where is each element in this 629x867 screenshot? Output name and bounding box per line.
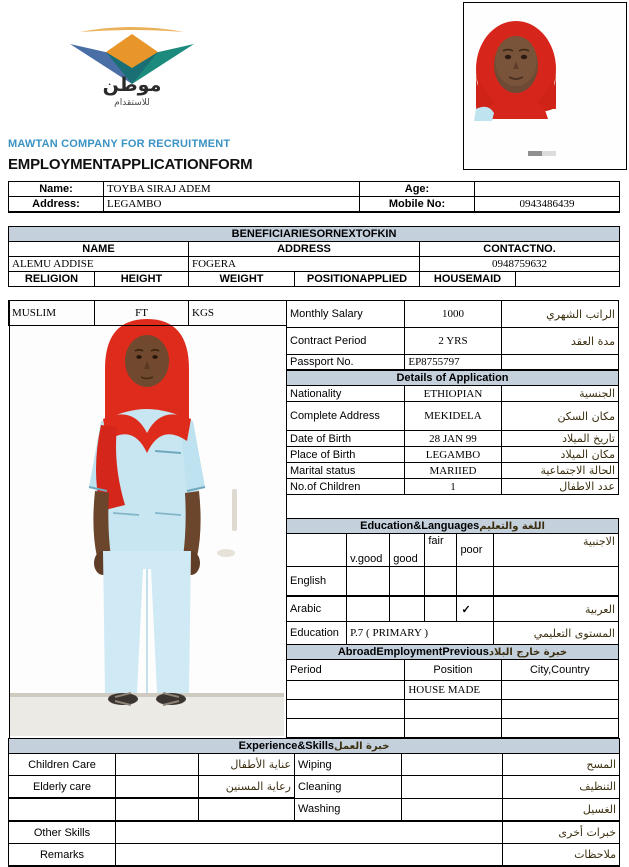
applicant-portrait-photo [463, 2, 627, 170]
position-applied-header: POSITIONAPPLIED [295, 272, 420, 287]
wiping-label: Wiping [295, 754, 402, 776]
date-of-birth-label: Date of Birth [287, 431, 405, 447]
abroad-city-2[interactable] [501, 700, 618, 719]
elderly-care-mark[interactable] [116, 776, 199, 799]
passport-label: Passport No. [287, 355, 405, 371]
education-level-arabic: المستوى التعليمي [493, 622, 618, 645]
abroad-section-title [287, 645, 619, 660]
abroad-section-title-ar: خبرة خارج البلاد [488, 647, 568, 658]
english-arabic [493, 567, 618, 597]
beneficiary-contact-value[interactable]: 0948759632 [420, 257, 620, 272]
cleaning-label: Cleaning [295, 776, 402, 799]
beneficiaries-title: BENEFICIARIESORNEXTOFKIN [9, 227, 620, 242]
children-care-mark[interactable] [116, 754, 199, 776]
document-header [0, 0, 629, 180]
passport-value[interactable]: EP8755797 [405, 355, 501, 371]
education-languages-table [286, 518, 619, 645]
abroad-column-headers [287, 660, 619, 681]
other-skills-arabic: خبرات أخرى [503, 821, 620, 844]
contract-period-row [287, 328, 619, 355]
detail-row-date-of-birth [287, 431, 619, 447]
application-details-table [286, 300, 619, 495]
physical-values-table [8, 300, 287, 326]
children-care-arabic: عناية الأطفال [199, 754, 295, 776]
education-section-title-ar: اللغة والتعليم [479, 521, 545, 532]
abroad-position-3[interactable] [405, 719, 501, 739]
rating-column-headers [287, 534, 619, 567]
beneficiary-address-header: ADDRESS [189, 242, 420, 257]
name-label: Name: [9, 182, 104, 197]
page-title: EMPLOYMENTAPPLICATIONFORM [8, 156, 253, 173]
education-section-title-en: Education&Languages [360, 520, 480, 532]
abroad-row [287, 719, 619, 739]
skills-blank-arabic [199, 798, 295, 821]
english-poor-cell[interactable] [457, 567, 493, 597]
rating-poor-header: poor [457, 534, 493, 567]
abroad-period-3[interactable] [287, 719, 405, 739]
complete-address-label: Complete Address [287, 402, 405, 431]
place-of-birth-arabic: مكان الميلاد [501, 447, 618, 463]
period-header: Period [287, 660, 405, 681]
city-country-header: City,Country [501, 660, 618, 681]
skills-blank-label [9, 798, 116, 821]
remarks-label: Remarks [9, 844, 116, 867]
date-of-birth-arabic: تاريخ الميلاد [501, 431, 618, 447]
logo-arabic-sub: للاستقدام [114, 98, 150, 108]
abroad-section-header [287, 645, 619, 660]
arabic-vgood-cell[interactable] [347, 596, 390, 622]
monthly-salary-arabic: الراتب الشهري [501, 301, 618, 328]
other-skills-value[interactable] [116, 821, 503, 844]
contract-period-label: Contract Period [287, 328, 405, 355]
remarks-arabic: ملاحظات [503, 844, 620, 867]
arabic-fair-cell[interactable] [425, 596, 457, 622]
languages-arabic-header: الاجنبية [493, 534, 618, 567]
height-header: HEIGHT [95, 272, 189, 287]
details-section-title: Details of Application [287, 370, 619, 386]
detail-row-place-of-birth [287, 447, 619, 463]
marital-status-arabic: الحالة الاجتماعية [501, 463, 618, 479]
portrait-photo-image [464, 3, 624, 167]
wiping-arabic: المسح [503, 754, 620, 776]
arabic-poor-cell[interactable]: ✓ [457, 596, 493, 622]
abroad-position-1[interactable]: HOUSE MADE [405, 681, 501, 700]
beneficiaries-column-headers [9, 242, 620, 257]
name-value[interactable]: TOYBA SIRAJ ADEM [104, 182, 360, 197]
logo-arabic-main: موطن [102, 74, 162, 96]
rating-fair-header: fair [425, 534, 457, 567]
detail-row-complete-address [287, 402, 619, 431]
english-good-cell[interactable] [390, 567, 425, 597]
language-row-english [287, 567, 619, 597]
skills-section-header [9, 739, 620, 754]
english-label: English [287, 567, 347, 597]
arabic-label: Arabic [287, 596, 347, 622]
other-skills-label: Other Skills [9, 821, 116, 844]
elderly-care-label: Elderly care [9, 776, 116, 799]
mobile-label: Mobile No: [360, 197, 475, 213]
height-value[interactable]: FT [95, 301, 189, 326]
detail-row-nationality [287, 386, 619, 402]
age-label: Age: [360, 182, 475, 197]
abroad-city-1[interactable] [501, 681, 618, 700]
english-vgood-cell[interactable] [347, 567, 390, 597]
weight-header: WEIGHT [189, 272, 295, 287]
physical-header-blank [516, 272, 620, 287]
table-row-name [9, 182, 620, 197]
position-applied-value: HOUSEMAID [420, 272, 516, 287]
physical-values-row [9, 301, 287, 326]
abroad-section-title-en: AbroadEmploymentPrevious [337, 646, 489, 658]
age-value[interactable] [475, 182, 620, 197]
abroad-employment-table [286, 644, 619, 739]
company-name: MAWTAN COMPANY FOR RECRUITMENT [8, 138, 231, 150]
abroad-period-1[interactable] [287, 681, 405, 700]
education-level-value[interactable]: P.7 ( PRIMARY ) [347, 622, 493, 645]
skills-row [9, 776, 620, 799]
skills-section-title-en: Experience&Skills [238, 740, 335, 752]
table-row-address [9, 197, 620, 213]
position-header: Position [405, 660, 501, 681]
elderly-care-arabic: رعاية المسنين [199, 776, 295, 799]
rating-good-header: good [390, 534, 425, 567]
detail-row-marital-status [287, 463, 619, 479]
wiping-mark[interactable] [402, 754, 503, 776]
religion-value[interactable]: MUSLIM [9, 301, 95, 326]
rating-corner-blank [287, 534, 347, 567]
skills-section-title-ar: خبرة العمل [334, 741, 390, 752]
skills-row [9, 754, 620, 776]
date-of-birth-value[interactable]: 28 JAN 99 [405, 431, 501, 447]
weight-value[interactable]: KGS [189, 301, 287, 326]
address-value[interactable]: LEGAMBO [104, 197, 360, 213]
abroad-row [287, 681, 619, 700]
marital-status-value[interactable]: MARIIED [405, 463, 501, 479]
detail-row-no-of-children [287, 479, 619, 495]
details-section-header [287, 370, 619, 386]
washing-mark[interactable] [402, 798, 503, 821]
complete-address-value[interactable]: MEKIDELA [405, 402, 501, 431]
washing-label: Washing [295, 798, 402, 821]
physical-column-headers [9, 272, 620, 287]
monthly-salary-value[interactable]: 1000 [405, 301, 501, 328]
education-level-label: Education [287, 622, 347, 645]
no-of-children-arabic: عدد الاطفال [501, 479, 618, 495]
beneficiaries-table [8, 226, 620, 287]
passport-arabic [501, 355, 618, 371]
religion-header: RELIGION [9, 272, 95, 287]
abroad-city-3[interactable] [501, 719, 618, 739]
beneficiaries-section-header [9, 227, 620, 242]
passport-row [287, 355, 619, 371]
nationality-label: Nationality [287, 386, 405, 402]
identity-table [8, 181, 620, 213]
skills-blank-mark[interactable] [116, 798, 199, 821]
monthly-salary-label: Monthly Salary [287, 301, 405, 328]
arabic-language-arabic: العربية [493, 596, 618, 622]
abroad-period-2[interactable] [287, 700, 405, 719]
place-of-birth-label: Place of Birth [287, 447, 405, 463]
language-row-arabic [287, 596, 619, 622]
cleaning-arabic: التنظيف [503, 776, 620, 799]
remarks-row [9, 844, 620, 867]
complete-address-arabic: مكان السكن [501, 402, 618, 431]
rating-vgood-header: v.good [347, 534, 390, 567]
marital-status-label: Marital status [287, 463, 405, 479]
applicant-full-body-photo [9, 300, 287, 739]
nationality-value[interactable]: ETHIOPIAN [405, 386, 501, 402]
skills-row [9, 798, 620, 821]
place-of-birth-value[interactable]: LEGAMBO [405, 447, 501, 463]
children-care-label: Children Care [9, 754, 116, 776]
beneficiary-row [9, 257, 620, 272]
other-skills-row [9, 821, 620, 844]
beneficiary-contact-header: CONTACTNO. [420, 242, 620, 257]
no-of-children-value[interactable]: 1 [405, 479, 501, 495]
beneficiary-name-value[interactable]: ALEMU ADDISE [9, 257, 189, 272]
monthly-salary-row [287, 301, 619, 328]
remarks-value[interactable] [116, 844, 503, 867]
abroad-position-2[interactable] [405, 700, 501, 719]
education-section-title [287, 519, 619, 534]
contract-period-arabic: مدة العقد [501, 328, 618, 355]
contract-period-value[interactable]: 2 YRS [405, 328, 501, 355]
english-fair-cell[interactable] [425, 567, 457, 597]
full-body-photo-image [10, 301, 284, 736]
no-of-children-label: No.of Children [287, 479, 405, 495]
skills-section-title [9, 739, 620, 754]
mobile-value[interactable]: 0943486439 [475, 197, 620, 213]
beneficiary-name-header: NAME [9, 242, 189, 257]
education-level-row [287, 622, 619, 645]
address-label: Address: [9, 197, 104, 213]
arabic-good-cell[interactable] [390, 596, 425, 622]
abroad-row [287, 700, 619, 719]
nationality-arabic: الجنسية [501, 386, 618, 402]
beneficiary-address-value[interactable]: FOGERA [189, 257, 420, 272]
experience-skills-table [8, 738, 620, 867]
cleaning-mark[interactable] [402, 776, 503, 799]
education-section-header [287, 519, 619, 534]
company-logo [62, 22, 202, 117]
washing-arabic: الغسيل [503, 798, 620, 821]
